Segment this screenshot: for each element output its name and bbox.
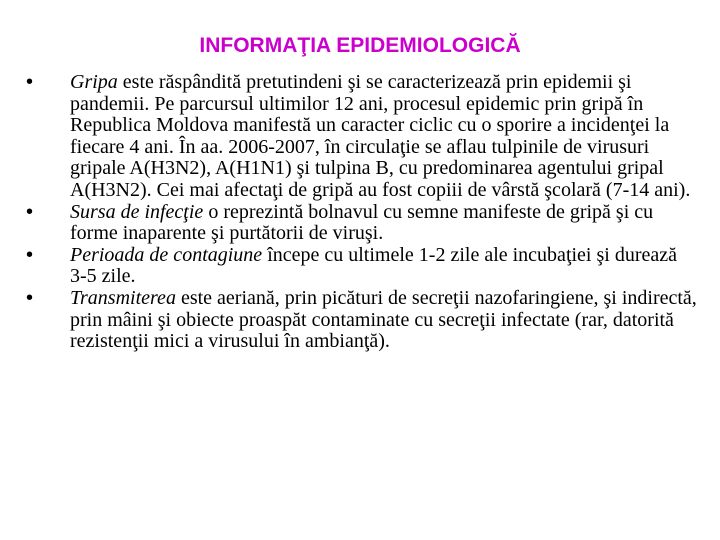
bullet-term: Gripa xyxy=(70,71,118,93)
bullet-icon: • xyxy=(26,243,34,266)
bullet-item-gripa xyxy=(26,72,698,202)
bullet-text: este aeriană, prin picături de secreţii nazofaringiene, şi indirectă, prin mâini şi obiecte proaspăt contaminate cu secreţii infectate (rar, datorită rezistenţii mici a virusului în ambianţă). xyxy=(70,286,697,353)
bullet-item-transmiterea xyxy=(26,288,698,353)
bullet-list xyxy=(26,72,698,353)
bullet-term: Perioada de contagiune xyxy=(70,243,263,266)
bullet-text: este răspândită pretutindeni şi se caracterizează prin epidemii şi pandemii. Pe parcursul ultimilor 12 ani, procesul epidemic prin gripă în Republica Moldova manifestă un caracter ciclic cu o sporire a incidenţei la fiecare 4 ani. În aa. 2006-2007, în circulaţie se aflau tulpinile de virusuri gripale A(H3N2), A(H1N1) şi tulpina B, cu predominarea agentului gripal A(H3N2). Cei mai afectaţi de gripă au fost copiii de vârstă şcolară (7-14 ani). xyxy=(70,71,691,201)
bullet-icon: • xyxy=(26,286,34,309)
bullet-term: Sursa de infecţie xyxy=(70,200,204,223)
bullet-item-sursa xyxy=(26,202,698,245)
bullet-item-perioada xyxy=(26,245,698,288)
bullet-icon: • xyxy=(26,71,34,93)
bullet-text: începe cu ultimele 1-2 zile ale incubaţiei şi durează 3-5 zile. xyxy=(70,243,677,288)
bullet-text: o reprezintă bolnavul cu semne manifeste de gripă şi cu forme inaparente şi purtătorii de viruşi. xyxy=(70,200,654,245)
bullet-icon: • xyxy=(26,200,34,223)
slide-title: INFORMAŢIA EPIDEMIOLOGICĂ xyxy=(199,34,521,57)
bullet-term: Transmiterea xyxy=(70,286,176,309)
